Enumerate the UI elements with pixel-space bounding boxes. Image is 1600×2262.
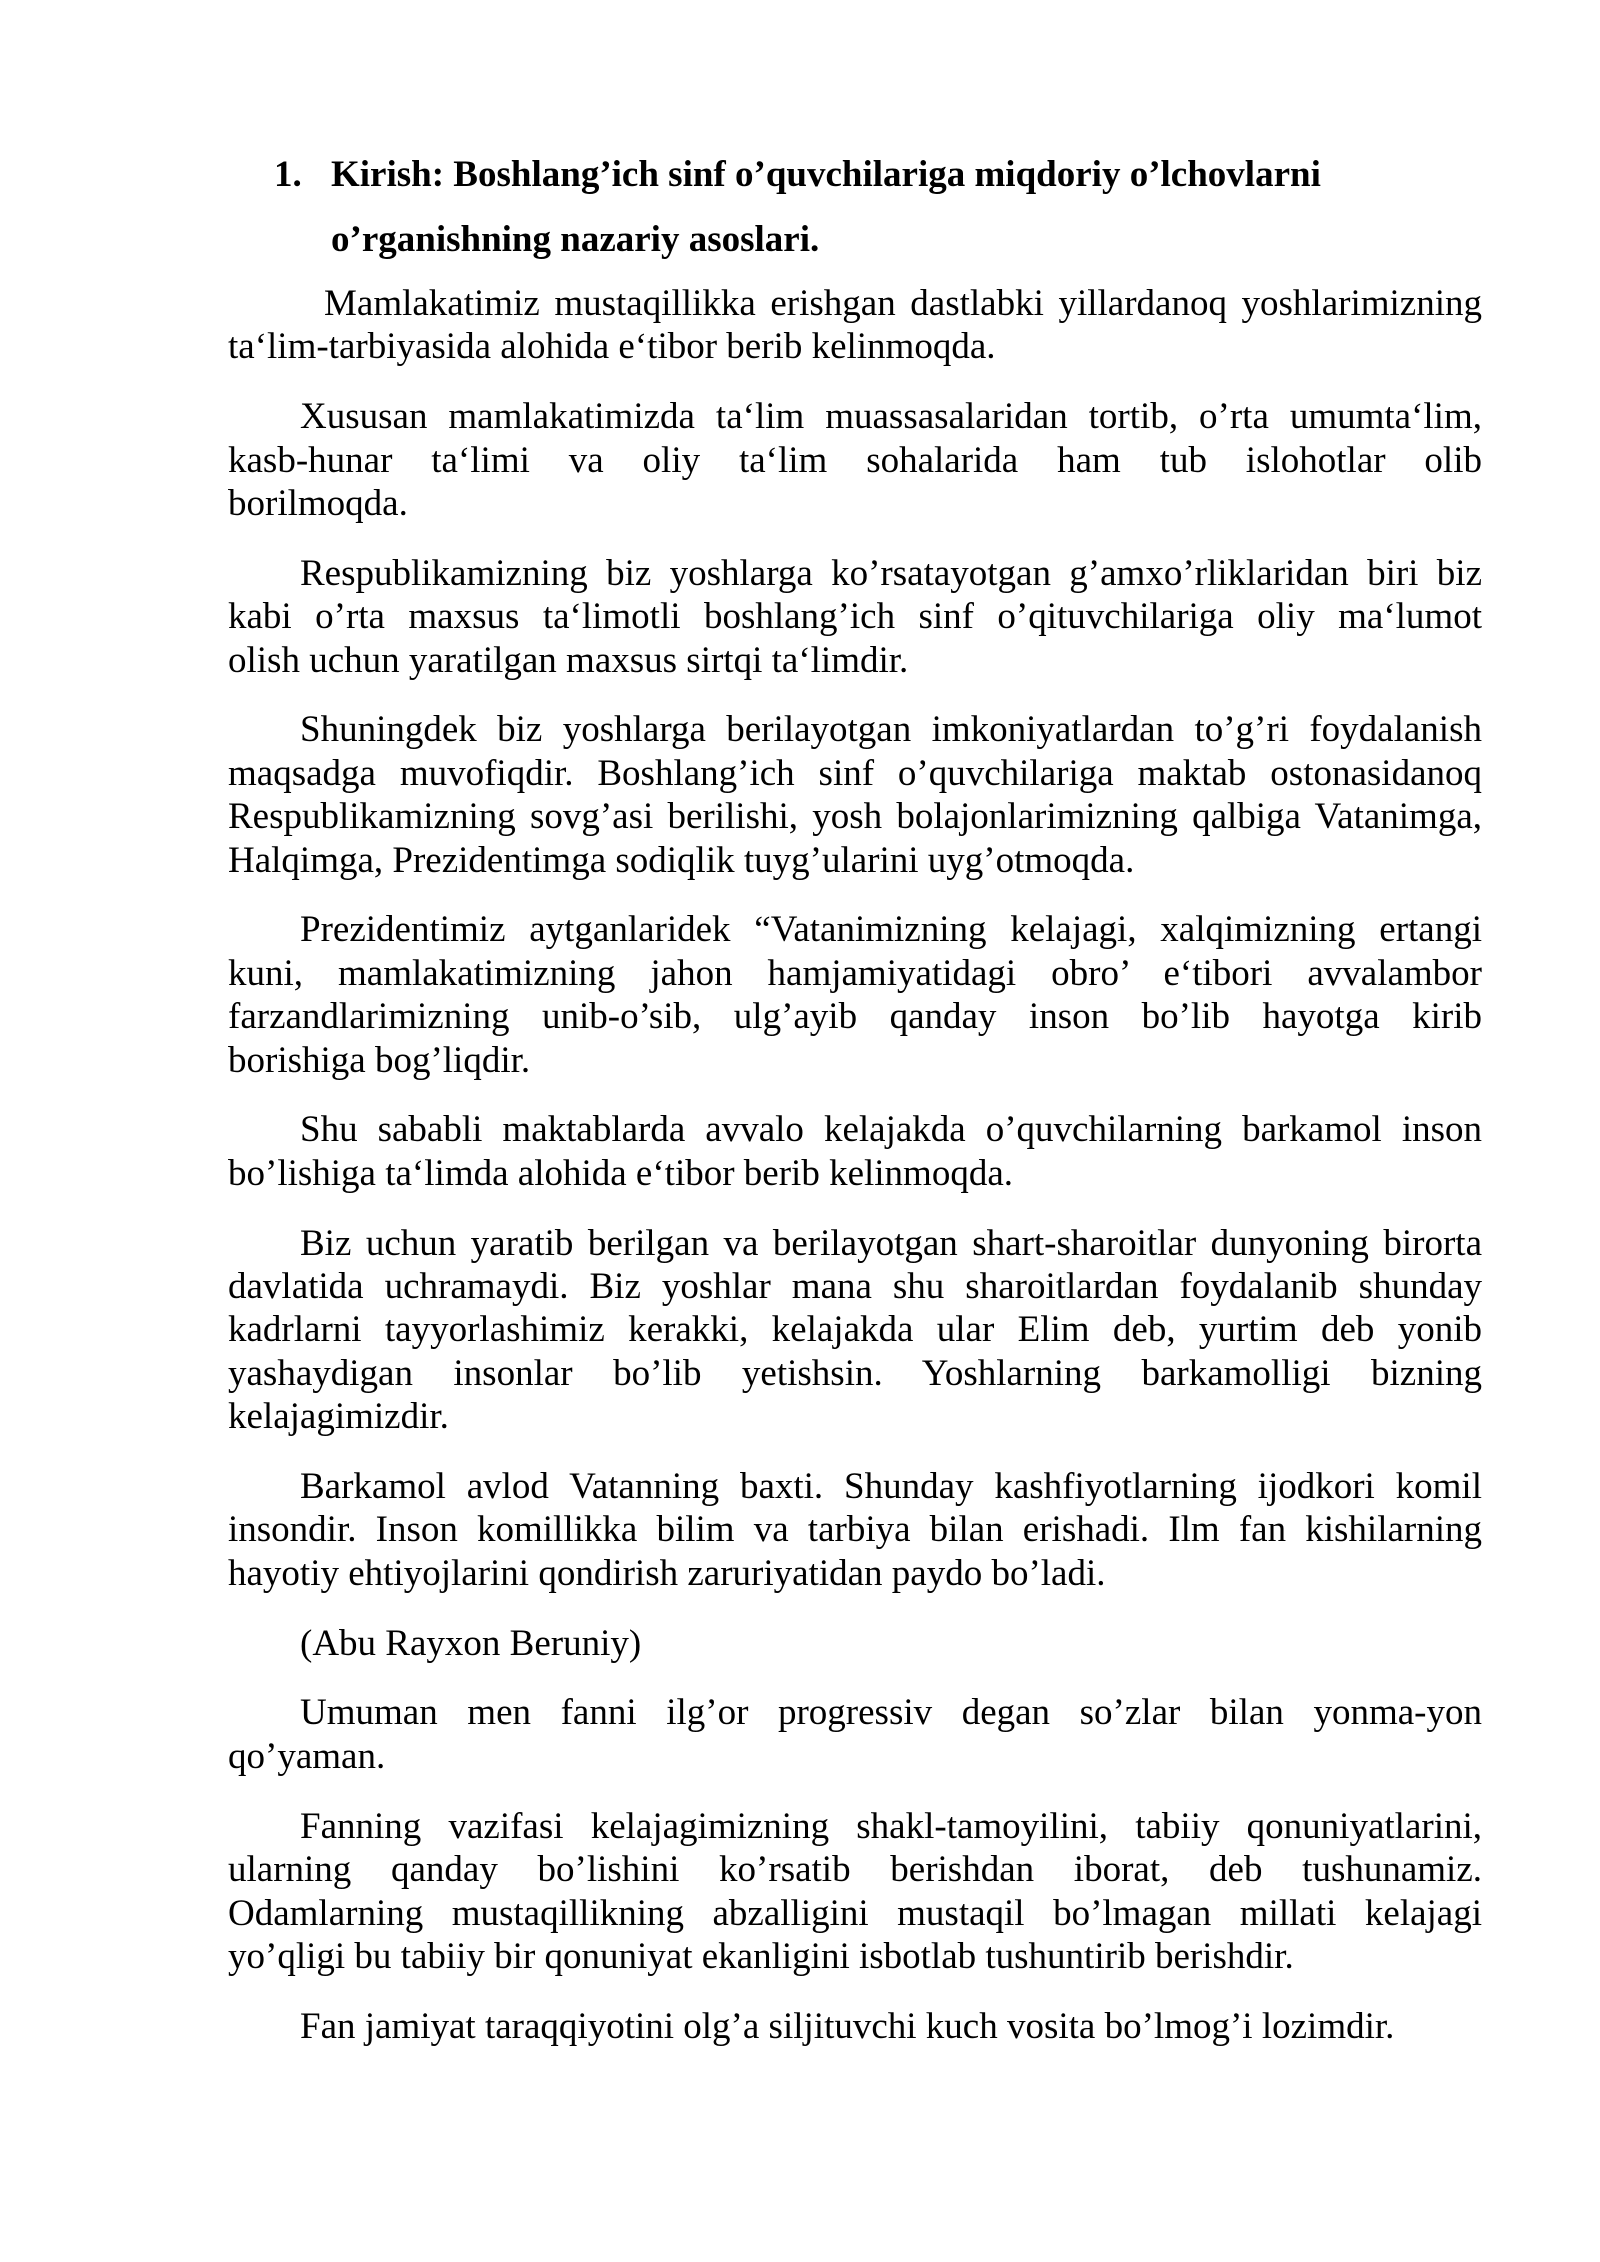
paragraph bbox=[228, 1222, 1482, 1439]
paragraph bbox=[228, 1465, 1482, 1595]
text-line: Xususan mamlakatimizda ta‘lim muassasalaridan tortib, o’rta umumta‘lim, bbox=[300, 396, 1482, 438]
text-line: bo’lishiga ta‘limda alohida e‘tibor berib kelinmoqda. bbox=[228, 1152, 1014, 1194]
text-line: Halqimga, Prezidentimga sodiqlik tuyg’ularini uyg’otmoqda. bbox=[228, 839, 1135, 881]
text-line: hayotiy ehtiyojlarini qondirish zaruriyatidan paydo bo’ladi. bbox=[228, 1552, 1106, 1594]
paragraph bbox=[228, 908, 1482, 1082]
text-line: Respublikamizning sovg’asi berilishi, yosh bolajonlarimizning qalbiga Vatanimga, bbox=[228, 796, 1482, 838]
paragraph bbox=[228, 282, 1482, 369]
paragraph bbox=[228, 552, 1482, 682]
paragraph bbox=[228, 1108, 1482, 1195]
text-line: Respublikamizning biz yoshlarga ko’rsatayotgan g’amxo’rliklaridan biri biz bbox=[300, 552, 1482, 594]
text-line: kelajagimizdir. bbox=[228, 1396, 449, 1438]
heading-line: o’rganishning nazariy asoslari. bbox=[331, 219, 820, 260]
paragraph bbox=[228, 708, 1482, 882]
text-line: kuni, mamlakatimizning jahon hamjamiyatidagi obro’ e‘tibori avvalambor bbox=[228, 952, 1482, 994]
text-line: borilmoqda. bbox=[228, 483, 408, 525]
text-line: qo’yaman. bbox=[228, 1735, 386, 1777]
heading-number: 1. bbox=[274, 154, 302, 195]
text-line: yashaydigan insonlar bo’lib yetishsin. Yoshlarning barkamolligi bizning bbox=[228, 1352, 1482, 1394]
text-line: kadrlarni tayyorlashimiz kerakki, kelajakda ular Elim deb, yurtim deb yonib bbox=[228, 1309, 1482, 1351]
text-line: davlatida uchramaydi. Biz yoshlar mana shu sharoitlardan foydalanib shunday bbox=[228, 1266, 1482, 1308]
text-line: Barkamol avlod Vatanning baxti. Shunday kashfiyotlarning ijodkori komil bbox=[300, 1466, 1482, 1508]
paragraph bbox=[228, 1805, 1482, 1979]
text-line: maqsadga muvofiqdir. Boshlang’ich sinf o’quvchilariga maktab ostonasidanoq bbox=[228, 752, 1482, 794]
text-line: borishiga bog’liqdir. bbox=[228, 1039, 531, 1081]
text-line: insondir. Inson komillikka bilim va tarbiya bilan erishadi. Ilm fan kishilarning bbox=[228, 1509, 1482, 1551]
text-line: kabi o’rta maxsus ta‘limotli boshlang’ich sinf o’qituvchilariga oliy ma‘lumot bbox=[228, 596, 1482, 638]
heading-title bbox=[331, 142, 1321, 272]
paragraph bbox=[228, 1691, 1482, 1778]
text-line: kasb-hunar ta‘limi va oliy ta‘lim sohalarida ham tub islohotlar olib bbox=[228, 439, 1482, 481]
text-line: Shu sababli maktablarda avvalo kelajakda o’quvchilarning barkamol inson bbox=[300, 1109, 1482, 1151]
text-line: Mamlakatimiz mustaqillikka erishgan dastlabki yillardanoq yoshlarimizning bbox=[324, 283, 1482, 324]
text-line: Biz uchun yaratib berilgan va berilayotgan shart-sharoitlar dunyoning birorta bbox=[300, 1222, 1482, 1264]
text-line: Umuman men fanni ilg’or progressiv degan so’zlar bilan yonma-yon bbox=[300, 1692, 1482, 1734]
quote-attribution bbox=[228, 1622, 1482, 1665]
paragraph bbox=[228, 2005, 1482, 2048]
text-line: (Abu Rayxon Beruniy) bbox=[300, 1622, 642, 1664]
text-line: ularning qanday bo’lishini ko’rsatib berishdan iborat, deb tushunamiz. bbox=[228, 1849, 1482, 1891]
text-line: ta‘lim-tarbiyasida alohida e‘tibor berib kelinmoqda. bbox=[228, 326, 996, 368]
text-line: olish uchun yaratilgan maxsus sirtqi ta‘limdir. bbox=[228, 639, 909, 681]
text-line: farzandlarimizning unib-o’sib, ulg’ayib qanday inson bo’lib hayotga kirib bbox=[228, 996, 1482, 1038]
text-line: Odamlarning mustaqillikning abzalligini mustaqil bo’lmagan millati kelajagi bbox=[228, 1892, 1482, 1934]
document-body bbox=[228, 282, 1482, 2075]
text-line: yo’qligi bu tabiiy bir qonuniyat ekanligini isbotlab tushuntirib berishdir. bbox=[228, 1935, 1294, 1977]
text-line: Fan jamiyat taraqqiyotini olg’a siljituvchi kuch vosita bo’lmog’i lozimdir. bbox=[300, 2005, 1395, 2047]
heading-line: Kirish: Boshlang’ich sinf o’quvchilariga miqdoriy o’lchovlarni bbox=[331, 154, 1321, 195]
text-line: Prezidentimiz aytganlaridek “Vatanimizning kelajagi, xalqimizning ertangi bbox=[300, 909, 1482, 951]
text-line: Shuningdek biz yoshlarga berilayotgan imkoniyatlardan to’g’ri foydalanish bbox=[300, 709, 1482, 751]
text-line: Fanning vazifasi kelajagimizning shakl-tamoyilini, tabiiy qonuniyatlarini, bbox=[300, 1805, 1482, 1847]
paragraph bbox=[228, 395, 1482, 525]
